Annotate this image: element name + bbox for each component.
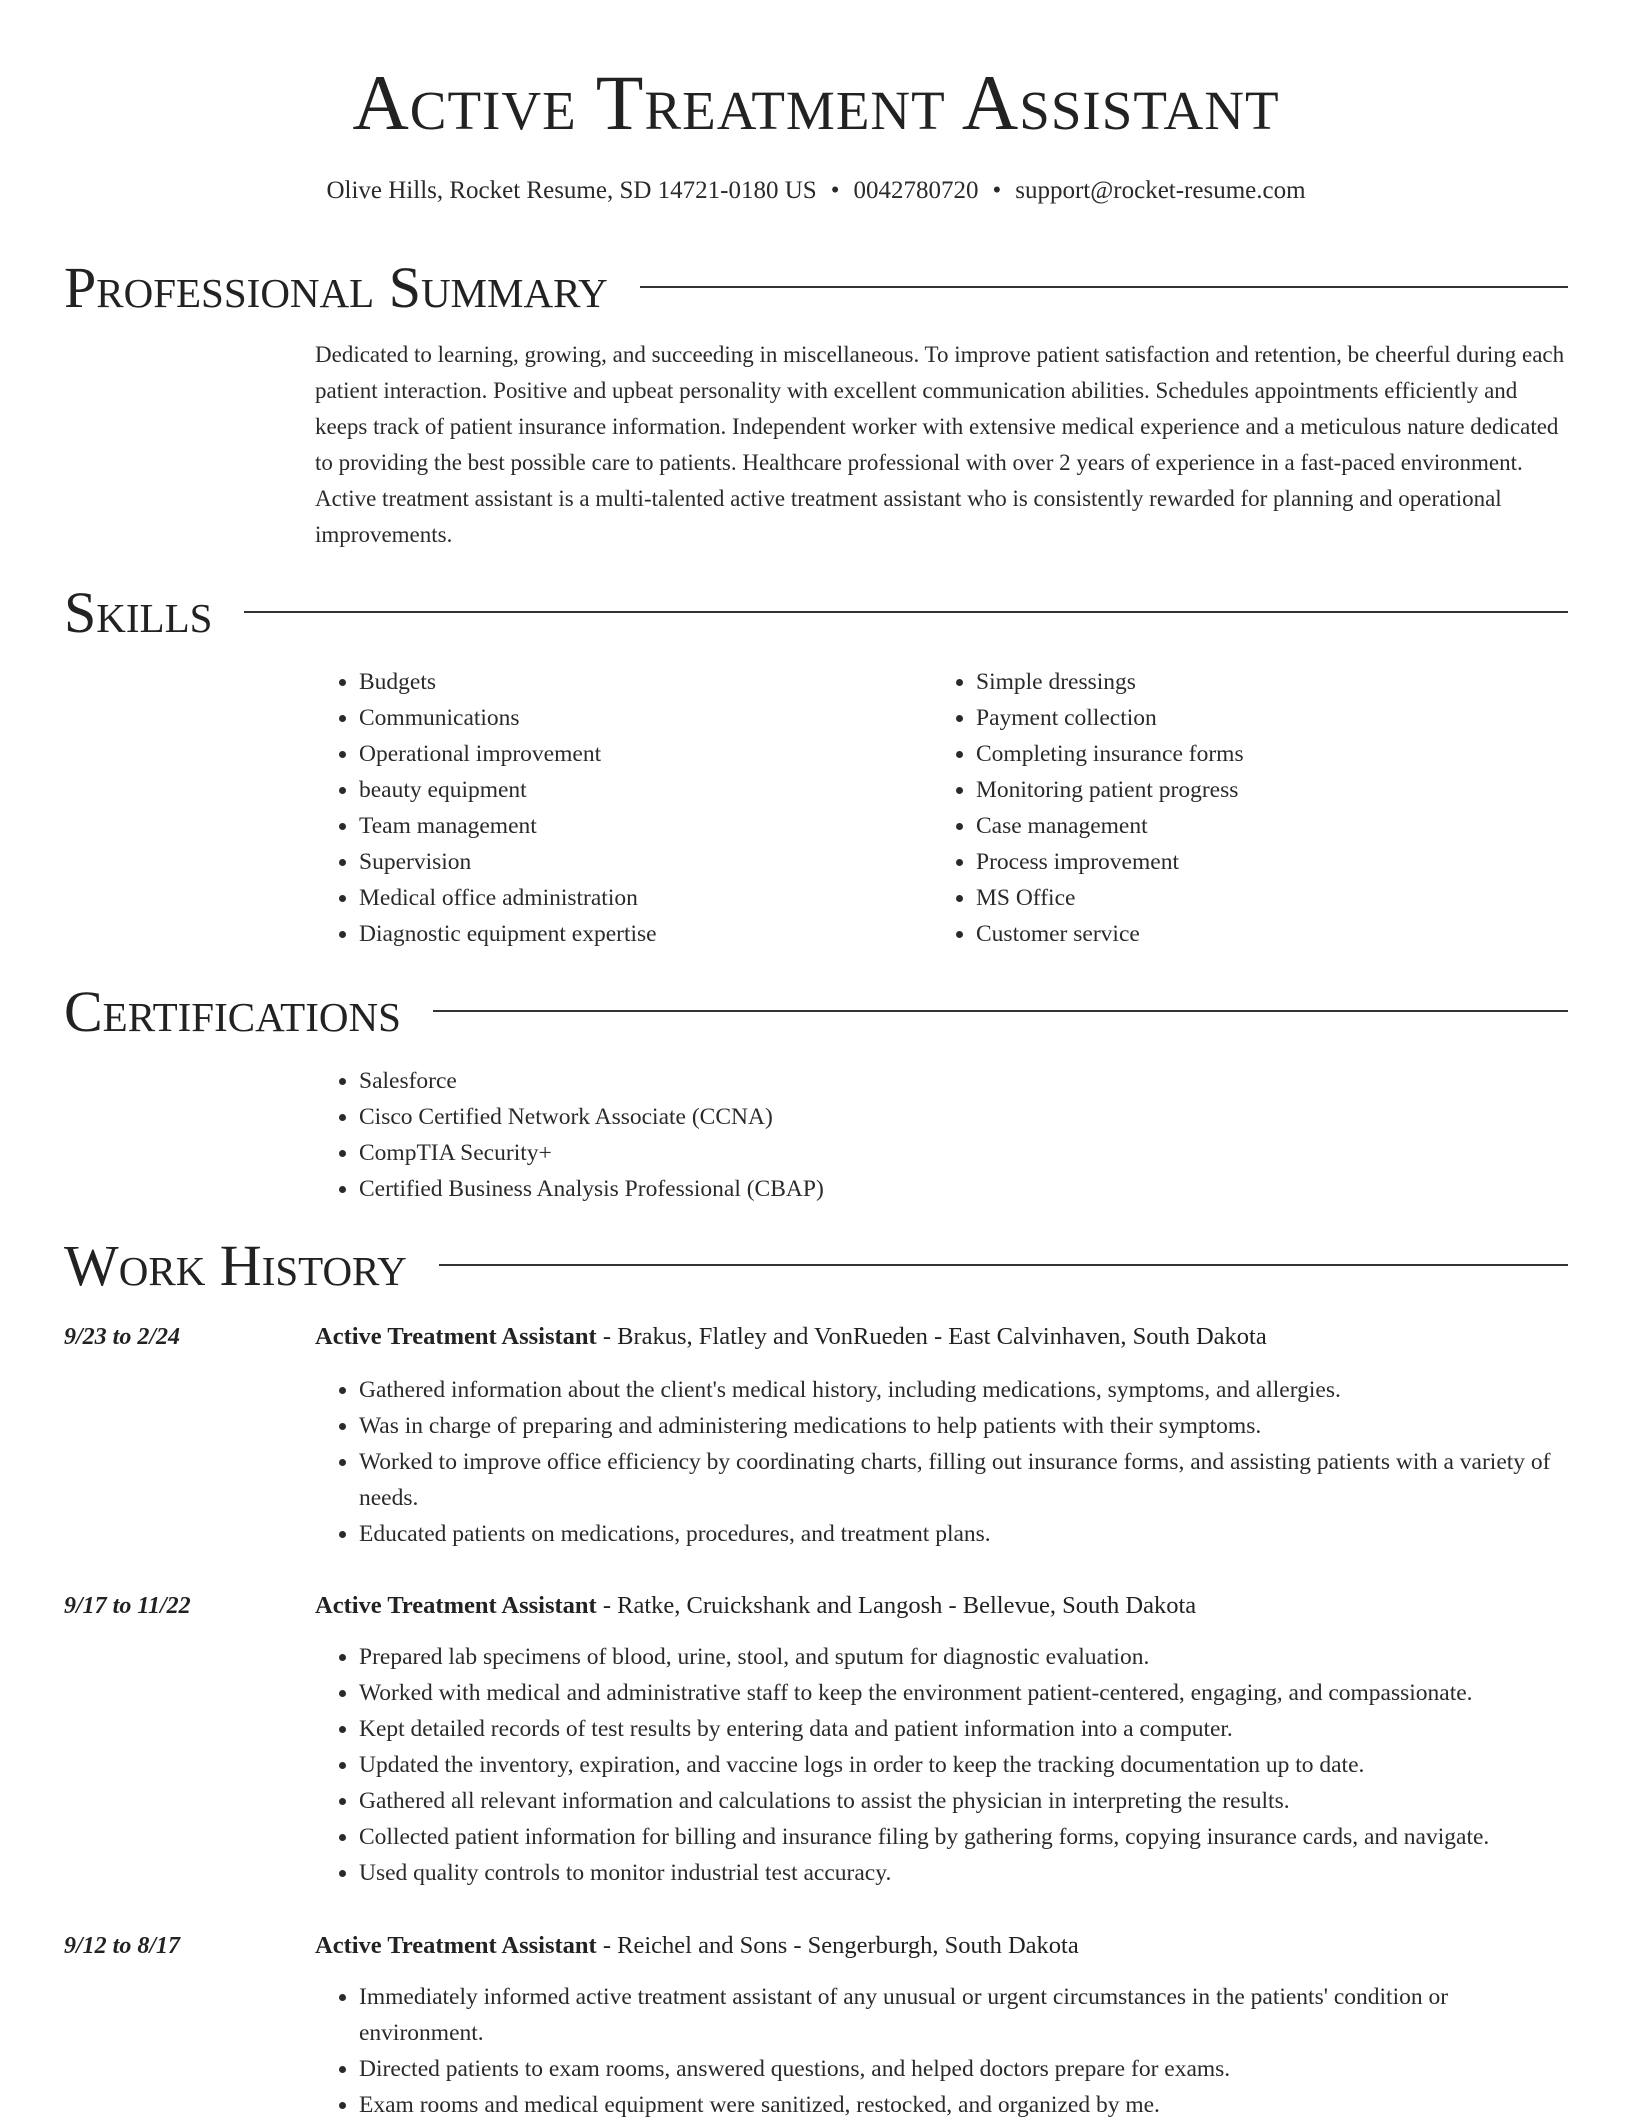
skill-item: • Budgets [359, 664, 915, 700]
certification-item: • Certified Business Analysis Professional (CBAP) [359, 1171, 1515, 1207]
skill-item: • Diagnostic equipment expertise [359, 916, 915, 952]
job-bullet: • Gathered all relevant information and calculations to assist the physician in interpreting the results. [359, 1783, 1566, 1819]
certifications-list [315, 1063, 1515, 1207]
job-bullet: • Directed patients to exam rooms, answered questions, and helped doctors prepare for exams. [359, 2051, 1566, 2087]
section-header-work-history [64, 1234, 1568, 1298]
job-bullet: • Was in charge of preparing and administering medications to help patients with their symptoms. [359, 1408, 1566, 1444]
job-bullets [315, 1979, 1566, 2123]
skill-item: • Simple dressings [976, 664, 1532, 700]
skill-item: • Completing insurance forms [976, 736, 1532, 772]
summary-text: Dedicated to learning, growing, and succeeding in miscellaneous. To improve patient satisfaction and retention, be cheerful during each patient interaction. Positive and upbeat personality with excellent communication abilities. Schedules appointments efficiently and keeps track of patient insurance information. Independent worker with extensive medical experience and a meticulous nature dedicated to providing the best possible care to patients. Healthcare professional with over 2 years of experience in a fast-paced environment. Active treatment assistant is a multi-talented active treatment assistant who is consistently rewarded for planning and operational improvements. [315, 342, 1565, 547]
contact-line [0, 175, 1632, 207]
contact-phone: 0042780720 [853, 177, 979, 204]
skill-item: • Operational improvement [359, 736, 915, 772]
contact-separator: • [992, 177, 1002, 204]
job-bullet: • Worked to improve office efficiency by coordinating charts, filling out insurance forms, and assisting patients with a variety of needs. [359, 1444, 1566, 1516]
job-bullet: • Exam rooms and medical equipment were sanitized, restocked, and organized by me. [359, 2087, 1566, 2123]
section-divider [439, 1264, 1568, 1266]
certification-item: • CompTIA Security+ [359, 1135, 1515, 1171]
contact-separator: • [830, 177, 840, 204]
resume-name: Active Treatment Assistant [352, 59, 1280, 146]
section-divider [640, 286, 1568, 288]
section-header-skills [64, 581, 1568, 645]
job-bullet: • Educated patients on medications, procedures, and treatment plans. [359, 1516, 1566, 1552]
contact-email: support@rocket-resume.com [1015, 177, 1306, 204]
job-title: Active Treatment Assistant [315, 1932, 597, 1959]
contact-address: Olive Hills, Rocket Resume, SD 14721-0180 US [326, 177, 817, 204]
job-dates: 9/23 to 2/24 [64, 1324, 181, 1350]
job-details: - Brakus, Flatley and VonRueden - East Calvinhaven, South Dakota [596, 1323, 1267, 1350]
skill-item: • Team management [359, 808, 915, 844]
skill-item: • beauty equipment [359, 772, 915, 808]
skill-item: • Customer service [976, 916, 1532, 952]
section-divider [244, 611, 1568, 613]
job-bullet: • Updated the inventory, expiration, and vaccine logs in order to keep the tracking documentation up to date. [359, 1747, 1566, 1783]
job-bullets [315, 1372, 1566, 1552]
section-header-summary [64, 256, 1568, 320]
section-header-certifications [64, 980, 1568, 1044]
job-bullet: • Immediately informed active treatment assistant of any unusual or urgent circumstances in the patients' condition or environment. [359, 1979, 1566, 2051]
skill-item: • Process improvement [976, 844, 1532, 880]
certification-item: • Salesforce [359, 1063, 1515, 1099]
job-details: - Ratke, Cruickshank and Langosh - Bellevue, South Dakota [596, 1592, 1197, 1619]
skill-item: • Communications [359, 700, 915, 736]
certification-item: • Cisco Certified Network Associate (CCNA) [359, 1099, 1515, 1135]
skills-column-left [315, 664, 915, 952]
skill-item: • Case management [976, 808, 1532, 844]
skill-item: • MS Office [976, 880, 1532, 916]
job-bullet: • Kept detailed records of test results by entering data and patient information into a computer. [359, 1711, 1566, 1747]
job-bullet: • Used quality controls to monitor industrial test accuracy. [359, 1855, 1566, 1891]
section-divider [433, 1010, 1568, 1012]
job-dates: 9/12 to 8/17 [64, 1933, 181, 1959]
job-header [315, 1928, 1566, 1964]
section-title-work-history: Work History [64, 1233, 407, 1298]
job-header [315, 1588, 1566, 1624]
job-title: Active Treatment Assistant [315, 1592, 597, 1619]
job-dates: 9/17 to 11/22 [64, 1593, 191, 1619]
job-bullet: • Collected patient information for billing and insurance filing by gathering forms, copying insurance cards, and navigate. [359, 1819, 1566, 1855]
section-title-skills: Skills [64, 580, 213, 645]
job-header [315, 1319, 1566, 1355]
skills-column-right [932, 664, 1532, 952]
skill-item: • Payment collection [976, 700, 1532, 736]
skill-item: • Monitoring patient progress [976, 772, 1532, 808]
job-bullet: • Worked with medical and administrative staff to keep the environment patient-centered, engaging, and compassionate. [359, 1675, 1566, 1711]
job-bullets [315, 1639, 1566, 1891]
skill-item: • Supervision [359, 844, 915, 880]
skill-item: • Medical office administration [359, 880, 915, 916]
job-bullet: • Prepared lab specimens of blood, urine, stool, and sputum for diagnostic evaluation. [359, 1639, 1566, 1675]
job-details: - Reichel and Sons - Sengerburgh, South Dakota [596, 1932, 1079, 1959]
section-title-summary: Professional Summary [64, 255, 608, 320]
job-title: Active Treatment Assistant [315, 1323, 597, 1350]
section-title-certifications: Certifications [64, 979, 401, 1044]
job-bullet: • Gathered information about the client's medical history, including medications, symptoms, and allergies. [359, 1372, 1566, 1408]
